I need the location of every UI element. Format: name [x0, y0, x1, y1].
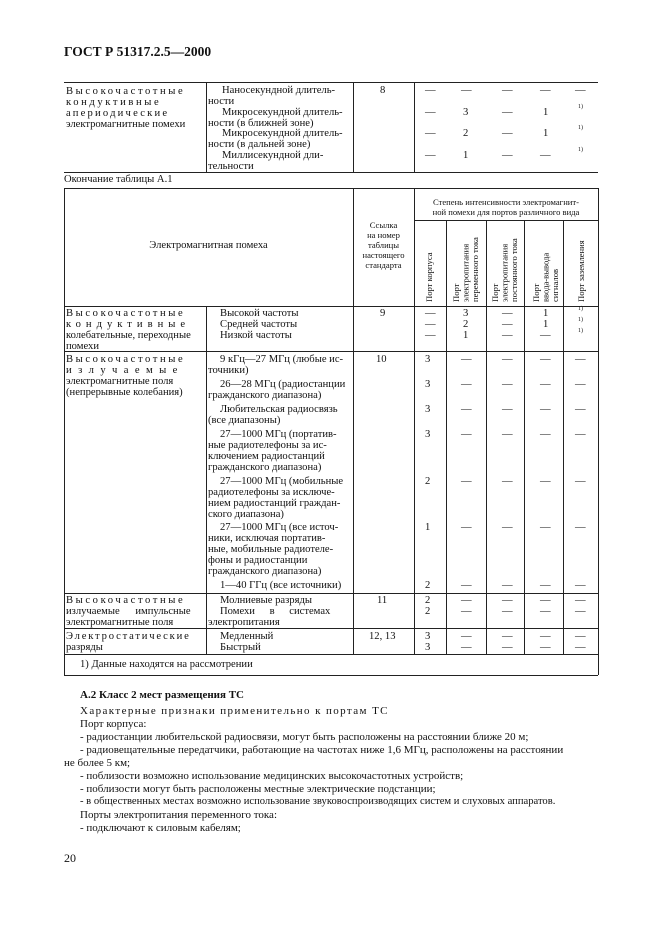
top-group-line4: электромагнитные помехи: [66, 119, 186, 130]
top-v-0-1: —: [461, 85, 472, 96]
section-line-3: не более 5 км;: [64, 757, 131, 769]
top-v-2-0: —: [425, 128, 436, 139]
top-v-1-5: 1): [578, 104, 583, 110]
section-line-6: - в общественных местах возможно использование звуковоспроизводящих систем и слуховых аппаратов.: [80, 796, 556, 807]
top-group-line2: кондуктивные: [66, 97, 162, 108]
header-ref: Ссылка на номер таблицы настоящего стандарта: [362, 220, 405, 270]
page-number: 20: [64, 851, 76, 865]
item-amateur-radio: Любительская радиосвязь: [220, 404, 338, 415]
top-sub-3a: Миллисекундной дли-: [222, 150, 324, 161]
top-sub-1b: ности (в ближней зоне): [208, 118, 314, 129]
port-header-ground: Порт заземления: [576, 240, 586, 302]
table-end-caption: Окончание таблицы А.1: [64, 174, 173, 185]
section-line-0: Порт корпуса:: [80, 718, 147, 730]
top-v-1-0: —: [425, 107, 436, 118]
top-sub-0b: ности: [208, 96, 235, 107]
top-v-3-3: —: [540, 150, 551, 161]
section-heading: А.2 Класс 2 мест размещения ТС: [80, 689, 244, 701]
item-slow: Медленный: [220, 631, 274, 642]
item-lightning: Молниевые разряды: [220, 595, 312, 606]
top-v-0-0: —: [425, 85, 436, 96]
item-mobile-phones: 27—1000 МГц (мобильные: [220, 476, 344, 487]
top-sub-3b: тельности: [208, 161, 254, 172]
item-power-system: Помехи в системах: [220, 606, 331, 617]
section-line-5: - поблизости могут быть расположены местные электрические подстанции;: [80, 783, 436, 795]
item-fast: Быстрый: [220, 642, 261, 653]
section-line-7: Порты электропитания переменного тока:: [80, 809, 277, 821]
top-group-line3: апериодические: [66, 108, 170, 119]
item-high-frequency: Высокой частоты: [220, 308, 299, 319]
item-low-frequency: Низкой частоты: [220, 330, 292, 341]
table-footnote: 1) Данные находятся на рассмотрении: [80, 659, 253, 670]
section-subheading: Характерные признаки применительно к портам ТС: [80, 705, 389, 717]
item-all-sources: 27—1000 МГц (все источ-: [220, 522, 339, 533]
top-sub-1a: Микросекундной длитель-: [222, 107, 343, 118]
top-v-2-1: 2: [463, 128, 469, 139]
top-ref: 8: [380, 85, 386, 96]
top-v-0-3: —: [540, 85, 551, 96]
top-v-3-2: —: [502, 150, 513, 161]
header-severity-1: Степень интенсивности электромагнит-: [432, 197, 580, 207]
top-v-1-3: 1: [543, 107, 549, 118]
section-line-2: - радиовещательные передатчики, работающие на частотах ниже 1,6 МГц, расположены на расстоянии: [80, 744, 564, 756]
top-v-1-1: 3: [463, 107, 469, 118]
document-header: ГОСТ Р 51317.2.5—2000: [64, 44, 212, 59]
item-1-40ghz: 1—40 ГГц (все источники): [220, 580, 342, 591]
header-interference: Электромагнитная помеха: [149, 240, 268, 251]
top-v-2-5: 1): [578, 125, 583, 131]
top-v-0-2: —: [502, 85, 513, 96]
port-header-body: Порт корпуса: [424, 252, 434, 302]
port-header-ac: Порт электропитания переменного тока: [451, 237, 481, 302]
port-header-dc: Порт электропитания постоянного тока: [490, 238, 520, 302]
item-medium-frequency: Средней частоты: [220, 319, 298, 330]
top-sub-0a: Наносекундной длитель-: [222, 85, 336, 96]
top-v-3-0: —: [425, 150, 436, 161]
section-line-4: - поблизости возможно использование медицинских высокочастотных устройств;: [80, 770, 464, 782]
item-26-28mhz: 26—28 МГц (радиостанции: [220, 379, 346, 390]
item-portable-phones: 27—1000 МГц (портатив-: [220, 429, 337, 440]
top-v-2-3: 1: [543, 128, 549, 139]
top-v-3-1: 1: [463, 150, 469, 161]
port-header-io: Порт ввода-вывода сигналов: [531, 252, 561, 302]
top-v-1-2: —: [502, 107, 513, 118]
top-v-0-4: —: [575, 85, 586, 96]
section-line-1: - радиостанции любительской радиосвязи, могут быть расположены на расстоянии ближе 20 м;: [80, 731, 529, 743]
top-sub-2a: Микросекундной длитель-: [222, 128, 343, 139]
top-v-2-2: —: [502, 128, 513, 139]
header-severity-2: ной помехи для портов различного вида: [432, 207, 580, 217]
item-9khz-27mhz: 9 кГц—27 МГц (любые ис-: [220, 354, 344, 365]
top-sub-2b: ности (в дальней зоне): [208, 139, 311, 150]
top-group-line1: Высокочастотные: [66, 86, 186, 97]
top-v-3-5: 1): [578, 147, 583, 153]
section-line-8: - подключают к силовым кабелям;: [80, 822, 241, 834]
